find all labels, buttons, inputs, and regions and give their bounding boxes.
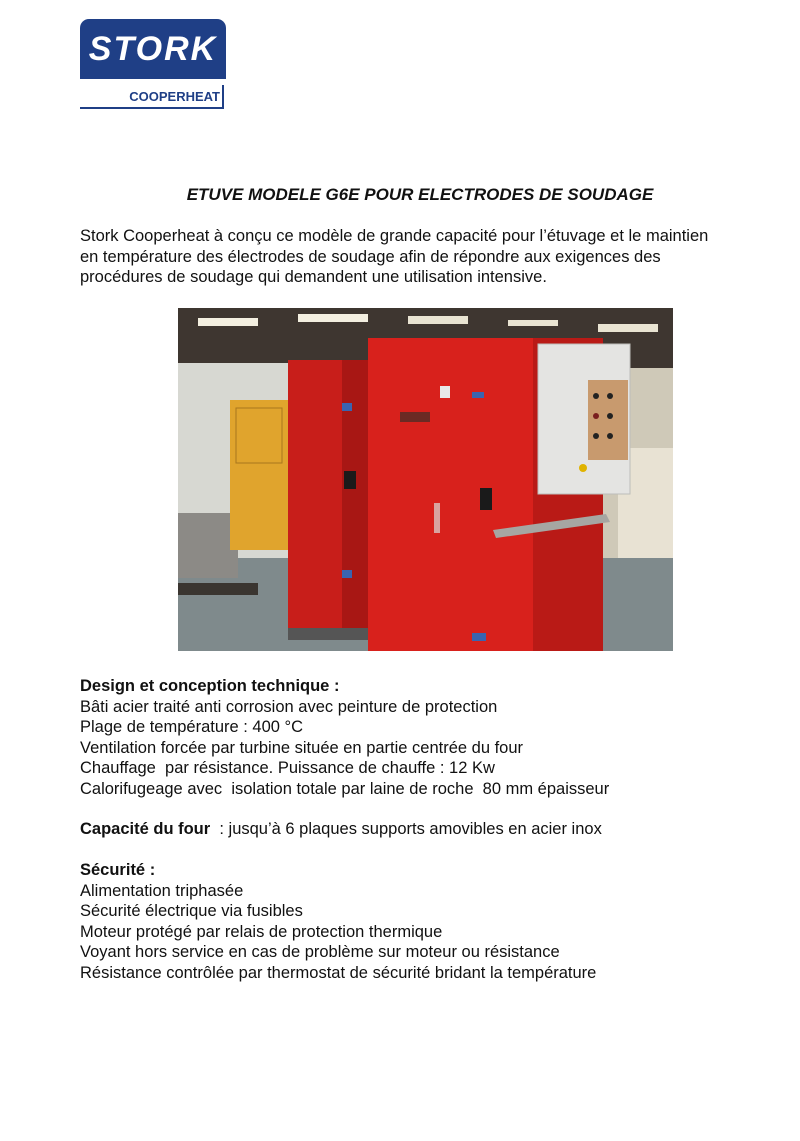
document-title: ETUVE MODELE G6E POUR ELECTRODES DE SOUDAGE <box>186 185 654 204</box>
logo-banner <box>80 19 226 79</box>
security-section <box>80 860 770 983</box>
security-item: Moteur protégé par relais de protection thermique <box>80 922 443 941</box>
security-item: Alimentation triphasée <box>80 881 244 900</box>
security-item: Sécurité électrique via fusibles <box>80 902 303 920</box>
design-heading: Design et conception technique : <box>80 677 340 695</box>
design-section <box>80 676 770 799</box>
capacity-heading: Capacité du four <box>80 820 211 838</box>
logo-brand: STORK <box>88 29 218 68</box>
design-item: Calorifugeage avec isolation totale par laine de roche 80 mm épaisseur <box>80 779 610 798</box>
security-heading: Sécurité : <box>80 861 156 879</box>
security-item: Résistance contrôlée par thermostat de sécurité bridant la température <box>80 963 597 982</box>
design-item: Bâti acier traité anti corrosion avec peinture de protection <box>80 697 498 716</box>
intro-line: procédures de soudage qui demandent une utilisation intensive. <box>80 268 547 286</box>
design-item: Plage de température : 400 °C <box>80 718 304 736</box>
design-item: Chauffage par résistance. Puissance de chauffe : 12 Kw <box>80 759 495 777</box>
security-item: Voyant hors service en cas de problème sur moteur ou résistance <box>80 943 560 961</box>
capacity-text: : jusqu’à 6 plaques supports amovibles en acier inox <box>210 820 602 838</box>
intro-line: Stork Cooperheat à conçu ce modèle de grande capacité pour l’étuvage et le maintien <box>80 227 709 245</box>
intro-line: en température des électrodes de soudage afin de répondre aux exigences des <box>80 247 661 266</box>
design-item: Ventilation forcée par turbine située en partie centrée du four <box>80 738 524 757</box>
logo-subtitle: COOPERHEAT <box>80 85 224 109</box>
capacity-section <box>80 819 770 840</box>
intro-paragraph <box>80 226 764 288</box>
oven-photo <box>178 308 673 651</box>
stork-cooperheat-logo <box>80 19 230 113</box>
